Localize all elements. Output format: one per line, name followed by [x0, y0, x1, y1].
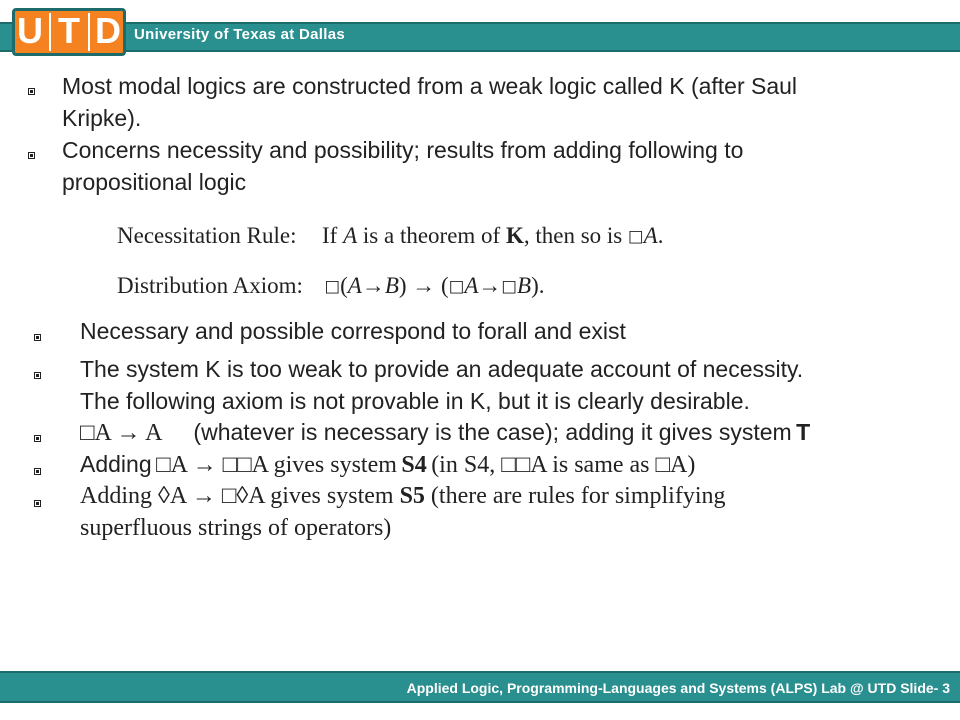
formula-mid: ) → ( — [398, 273, 449, 298]
bullet-3-text: Necessary and possible correspond to forall and exist — [80, 318, 626, 344]
bullet-2-line-2: propositional logic — [62, 169, 247, 195]
rule-end: . — [657, 223, 664, 248]
utd-logo — [12, 8, 126, 56]
logo-separator — [88, 13, 90, 51]
var-a2: A — [464, 273, 479, 298]
bullet-icon — [34, 435, 41, 442]
footer-bar — [0, 671, 960, 703]
bullet-1-line-1: Most modal logics are constructed from a weak logic called K (after Saul — [62, 73, 798, 99]
axiom-s4-formula: □A → □□A gives system — [156, 452, 397, 478]
rule-mid: is a theorem of — [362, 223, 501, 248]
bullet-6 — [80, 451, 695, 479]
bullet-4-line-1: The system K is too weak to provide an adequate account of necessity. — [80, 356, 804, 382]
logo-separator — [49, 13, 51, 51]
var-a: A — [347, 273, 362, 298]
rule-system-k: K — [505, 223, 524, 248]
bullet-5 — [80, 419, 810, 447]
necessitation-rule — [117, 223, 663, 249]
logo-letter-t: T — [58, 10, 80, 51]
axiom-s5-formula: Adding ◊A → □◊A gives system — [80, 483, 394, 509]
var-b2: B — [517, 273, 532, 298]
rule-var-a: A — [343, 223, 358, 248]
bullet-icon — [34, 334, 41, 341]
bullet-icon — [28, 88, 35, 95]
logo-letter-d: D — [95, 10, 121, 51]
distribution-axiom — [117, 273, 545, 299]
distribution-label: Distribution Axiom: — [117, 273, 303, 298]
arrow-icon: → — [361, 273, 385, 298]
university-name: University of Texas at Dallas — [134, 26, 346, 43]
logo-letter-u: U — [17, 10, 43, 51]
adding-label: Adding — [80, 451, 152, 477]
rule-tail: , then so is — [523, 223, 623, 248]
system-s4: S4 — [401, 452, 427, 478]
necessitation-label: Necessitation Rule: — [117, 223, 297, 248]
axiom-t-text: (whatever is necessary is the case); adding it gives system — [193, 419, 792, 445]
distribution-formula: □(A→B) → (□A→□B). — [324, 273, 545, 298]
var-b: B — [384, 273, 399, 298]
bullet-4-line-2: The following axiom is not provable in K, but it is clearly desirable. — [80, 388, 750, 414]
bullet-1-line-2: Kripke). — [62, 105, 142, 131]
bullet-icon — [34, 372, 41, 379]
bullet-7-line-2: superfluous strings of operators) — [80, 515, 392, 541]
logo-letters — [15, 10, 124, 51]
bullet-icon — [34, 468, 41, 475]
box-icon: □ — [324, 276, 341, 296]
bullet-2-line-1: Concerns necessity and possibility; results from adding following to — [62, 137, 744, 163]
box-icon: □ — [448, 276, 465, 296]
axiom-t-formula: □A → A — [80, 420, 163, 446]
bullet-7-line-1 — [80, 483, 725, 510]
system-t: T — [796, 419, 811, 445]
system-s5: S5 — [399, 483, 425, 509]
s4-note: (in S4, □□A is same as □A) — [431, 452, 696, 478]
s5-note: (there are rules for simplifying — [430, 483, 726, 509]
box-icon: □ — [501, 276, 518, 296]
rule-if: If — [322, 223, 338, 248]
box-icon: □ — [628, 226, 644, 246]
bullet-icon — [34, 500, 41, 507]
footer-text: Applied Logic, Programming-Languages and Systems (ALPS) Lab @ UTD Slide- 3 — [406, 680, 950, 696]
rule-var-a2: A — [643, 223, 658, 248]
formula-end: ). — [531, 273, 545, 298]
bullet-icon — [28, 152, 35, 159]
arrow-icon: → — [478, 273, 502, 298]
